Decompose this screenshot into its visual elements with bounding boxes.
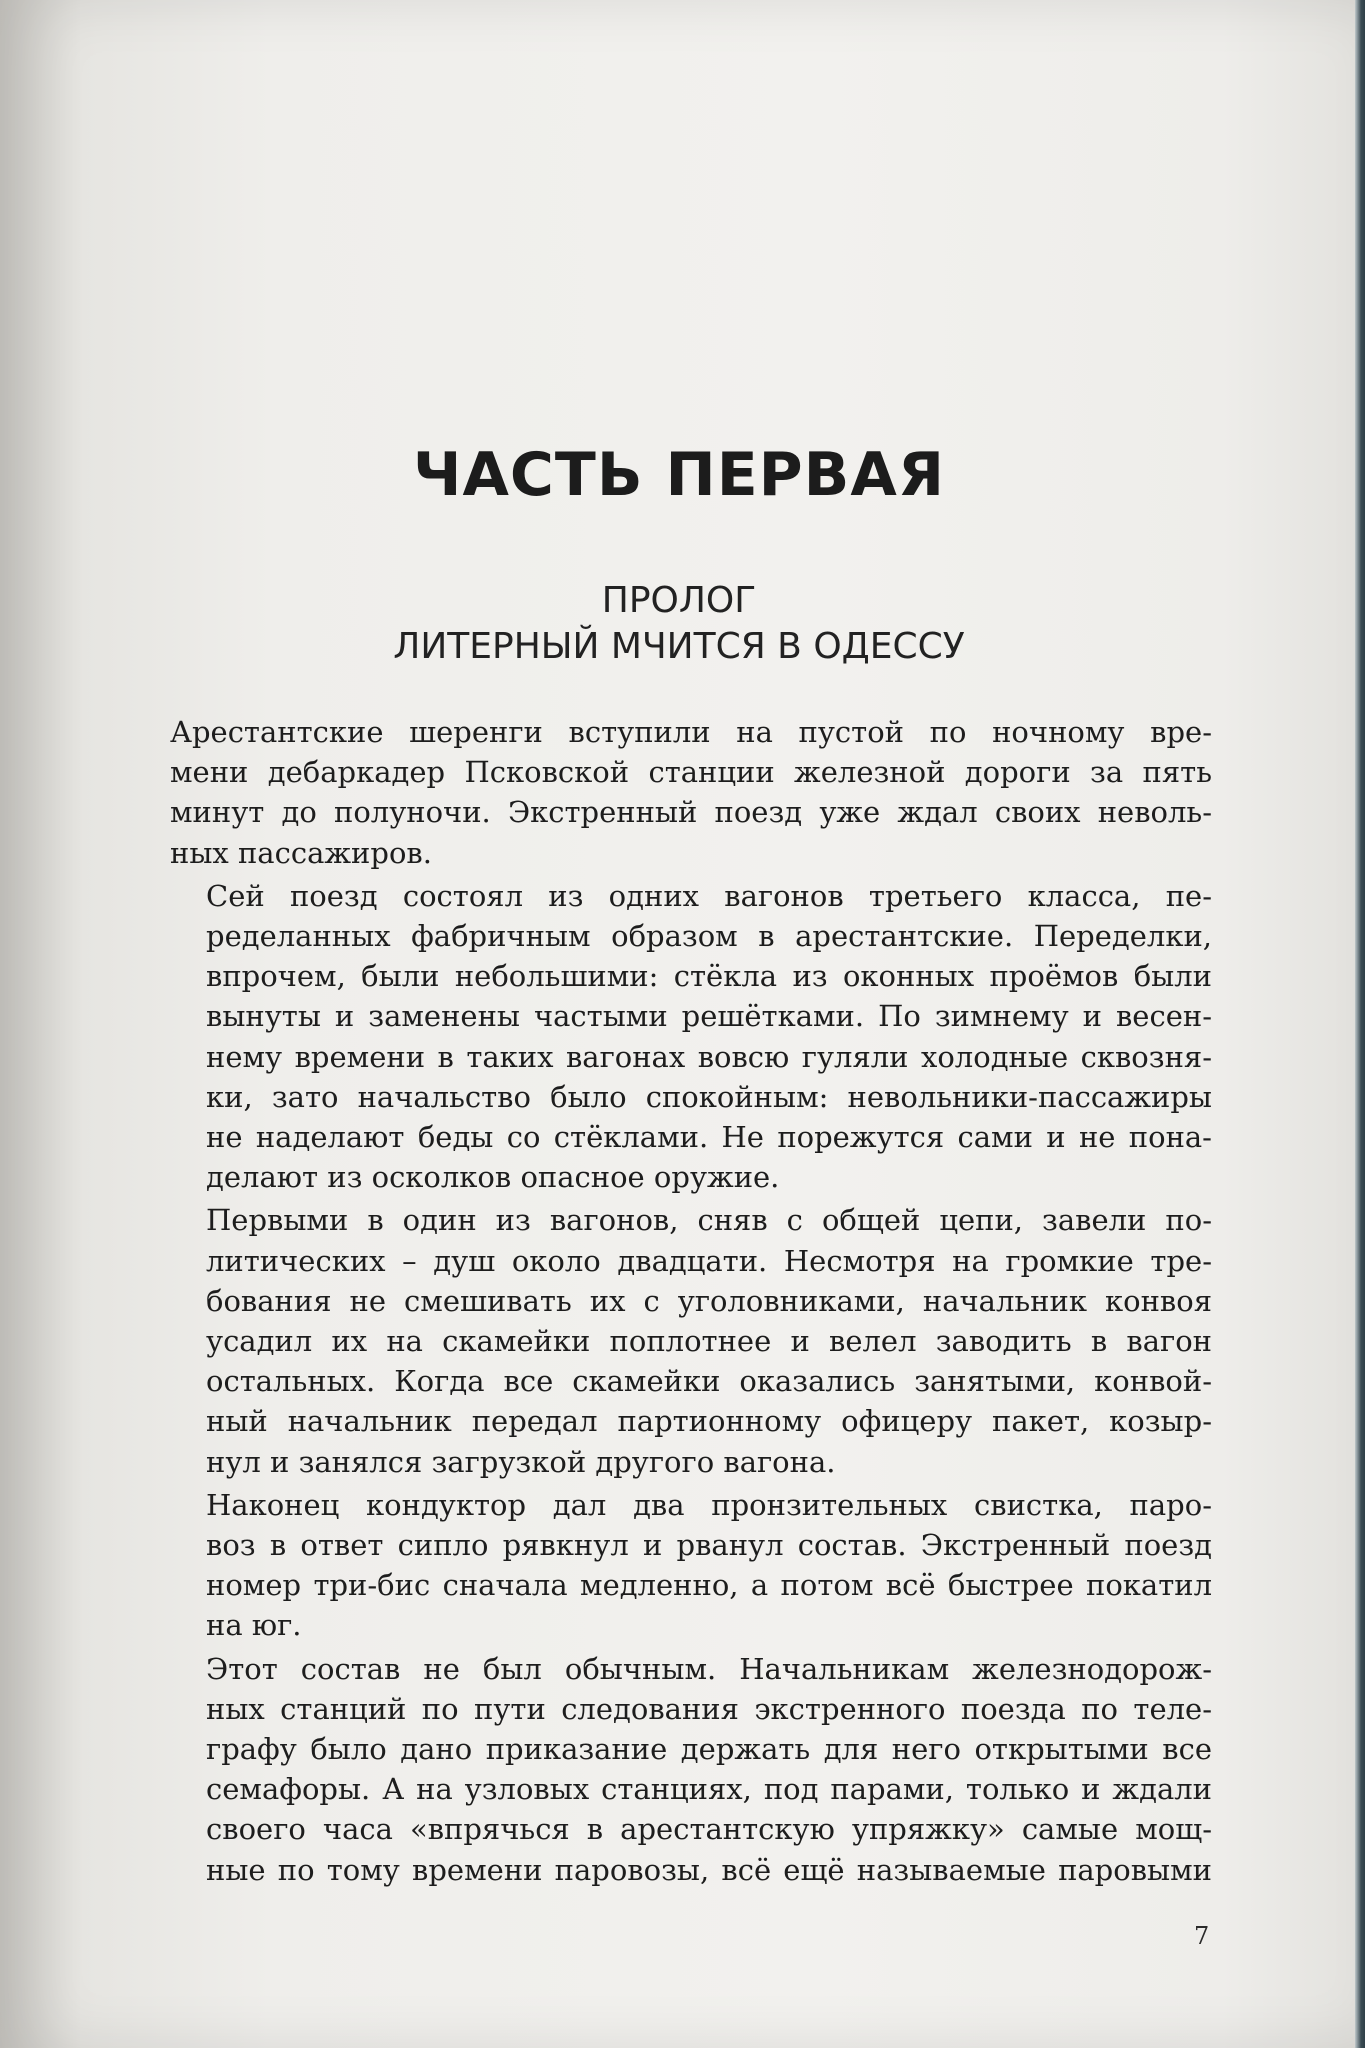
paragraph-2: [170, 876, 1212, 1198]
text-line: минут до полуночи. Экстренный поезд уже ждал своих неволь-: [170, 795, 1212, 830]
text-line: усадил их на скамейки поплотнее и велел заводить в вагон: [206, 1324, 1212, 1359]
paragraph-1: [170, 712, 1212, 873]
text-line: ки, зато начальство было спокойным: невольники-пассажиры: [206, 1079, 1212, 1114]
text-line: мени дебаркадер Псковской станции железной дороги за пять: [170, 755, 1212, 790]
text-line: бования не смешивать их с уголовниками, начальник конвоя: [206, 1283, 1212, 1318]
text-line: Этот состав не был обычным. Начальникам железнодорож-: [206, 1651, 1212, 1686]
text-line: литических – душ около двадцати. Несмотря на громкие тре-: [206, 1243, 1212, 1278]
text-line: Наконец кондуктор дал два пронзительных свистка, паро-: [206, 1487, 1212, 1522]
text-line: нему времени в таких вагонах вовсю гуляли холодные сквозня-: [206, 1039, 1212, 1074]
text-line: номер три-бис сначала медленно, а потом всё быстрее покатил: [206, 1568, 1212, 1603]
paragraph-4: [170, 1485, 1212, 1646]
text-line: ределанных фабричным образом в арестантские. Переделки,: [206, 919, 1212, 954]
text-line: графу было дано приказание держать для него открытыми все: [206, 1732, 1212, 1767]
text-line: ных станций по пути следования экстренного поезда по теле-: [206, 1691, 1212, 1726]
part-title: ЧАСТЬ ПЕРВАЯ: [412, 440, 946, 510]
paragraph-3: [170, 1200, 1212, 1481]
text-line: нул и занялся загрузкой другого вагона.: [206, 1444, 836, 1479]
text-line: ных пассажиров.: [170, 835, 432, 870]
text-line: вынуты и заменены частыми решётками. По зимнему и весен-: [206, 999, 1212, 1034]
text-line: ный начальник передал партионному офицеру пакет, козыр-: [206, 1404, 1212, 1439]
text-line: Сей поезд состоял из одних вагонов третьего класса, пе-: [206, 878, 1212, 913]
text-line: воз в ответ сипло рявкнул и рванул состав. Экстренный поезд: [206, 1528, 1212, 1563]
chapter-heading: [0, 578, 1358, 670]
text-line: не наделают беды со стёклами. Не порежутся сами и не пона-: [206, 1120, 1212, 1155]
text-line: на юг.: [206, 1608, 302, 1643]
text-line: Арестантские шеренги вступили на пустой по ночному вре-: [170, 715, 1212, 749]
page-number: 7: [1194, 1922, 1210, 1950]
paragraph-5: [170, 1649, 1212, 1890]
text-line: остальных. Когда все скамейки оказались занятыми, конвой-: [206, 1364, 1212, 1399]
text-line: впрочем, были небольшими: стёкла из оконных проёмов были: [206, 959, 1212, 994]
text-line: делают из осколков опасное оружие.: [206, 1160, 780, 1195]
chapter-subtitle: ЛИТЕРНЫЙ МЧИТСЯ В ОДЕССУ: [393, 626, 965, 667]
prologue-label: ПРОЛОГ: [601, 580, 757, 621]
body-text: [170, 712, 1212, 1890]
page-edge: [1355, 0, 1365, 2048]
text-line: Первыми в один из вагонов, сняв с общей цепи, завели по-: [206, 1203, 1212, 1238]
text-line: своего часа «впрячься в арестантскую упряжку» самые мощ-: [206, 1812, 1212, 1847]
text-line: ные по тому времени паровозы, всё ещё называемые паровыми: [206, 1852, 1212, 1887]
text-line: семафоры. А на узловых станциях, под парами, только и ждали: [206, 1772, 1212, 1807]
